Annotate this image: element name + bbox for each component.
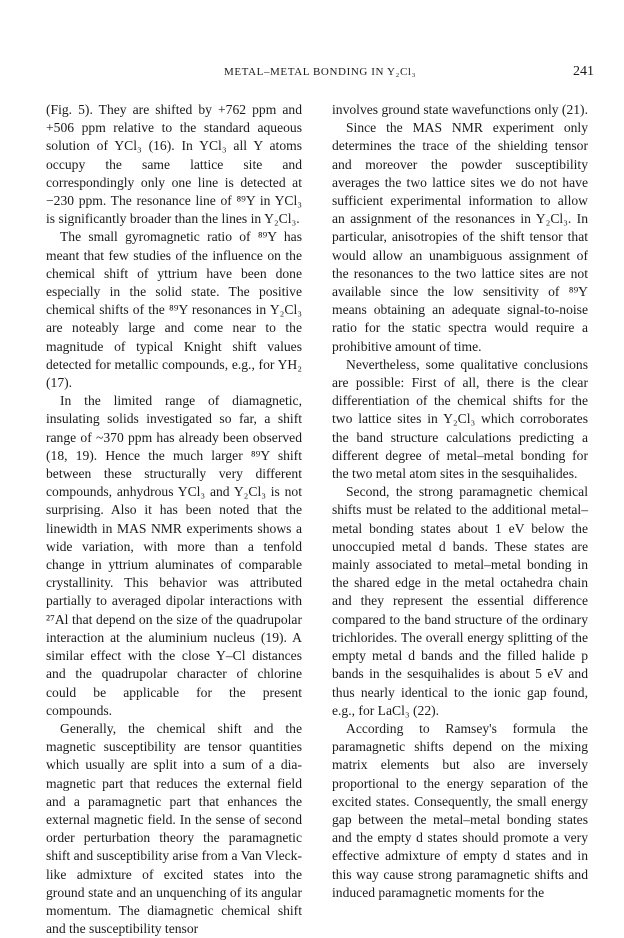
paragraph: According to Ramsey's formula the paramagnetic shifts depend on the mixing matrix elements but also are inversely proportional to the energy separation of the excited states. Consequently, the small energy gap between the metal–metal bonding states and the empty d states should promote a very effective admixture of empty d states and in this way cause strong paramagnetic shifts and induced paramagnetic moments for the bbox=[332, 720, 588, 900]
paragraph: Since the MAS NMR experiment only determines the trace of the shielding tensor and moreover the powder susceptibility averages the two lattice sites we do not have sufficient experimental information to allow an assignment of the resonances in Y₂Cl₃. In particular, anisotropies of the shift tensor that would allow an unambiguous assignment of the resonances to the two lattice sites are not available since the low sensitivity of ⁸⁹Y means obtaining an adequate signal-to-noise ratio for the static spectra would require a prohibitive amount of time. bbox=[332, 120, 588, 354]
right-column bbox=[332, 101, 588, 902]
page-header bbox=[46, 66, 594, 86]
paragraph: Generally, the chemical shift and the magnetic susceptibility are tensor quantities which usually are split into a sum of a dia-magnetic part that reduces the external field and a paramagnetic part that enhances the external magnetic field. In the sense of second order perturbation theory the paramagnetic shift and susceptibility arise from a Van Vleck-like admixture of excited states into the ground state and an unquenching of its angular momentum. The diamagnetic chemical shift and the susceptibility tensor bbox=[46, 720, 302, 937]
running-title: METAL–METAL BONDING IN Y₂Cl₃ bbox=[223, 66, 417, 78]
paragraph: The small gyromagnetic ratio of ⁸⁹Y has meant that few studies of the influence on the chemical shift of yttrium have been done especially in the solid state. The positive chemical shifts of the ⁸⁹Y resonances in Y₂Cl₃ are noteably large and come near to the magnitude of typical Knight shift values detected for metallic compounds, e.g., for YH₂ (17). bbox=[46, 229, 302, 391]
paragraph: involves ground state wavefunctions only (21). bbox=[332, 102, 588, 117]
paragraph: Nevertheless, some qualitative conclusions are possible: First of all, there is the clear differentiation of the chemical shifts for the two lattice sites in Y₂Cl₃ which corroborates the band structure calculations predicting a different degree of metal–metal bonding for the two metal atom sites in the sesquihalides. bbox=[332, 356, 588, 482]
page-number: 241 bbox=[573, 64, 594, 79]
paragraph: In the limited range of diamagnetic, insulating solids investigated so far, a shift range of ~370 ppm has already been observed (18, 19). Hence the much larger ⁸⁹Y shift between these structurally very different compounds, anhydrous YCl₃ and Y₂Cl₃ is not surprising. Also it has been noted that the linewidth in MAS NMR experiments shows a wide variation, with more than a tenfold change in yttrium aluminates of comparable crystallinity. This behavior was attributed partially to averaged dipolar interactions with ²⁷Al that depend on the size of the quadrupolar interaction at the aluminium nucleus (19). A similar effect with the close Y–Cl distances and the quadrupolar character of chlorine could be applicable for the present compounds. bbox=[46, 393, 302, 718]
paragraph: Second, the strong paramagnetic chemical shifts must be related to the additional metal–metal bonding states about 1 eV below the unoccupied metal d bands. These states are mainly associated to metal–metal bonding in the shared edge in the metal octahedra chain and they represent the essential difference compared to the band structure of the ordinary trichlorides. The overall energy splitting of the empty metal d bands and the filled halide p bands in the sesquihalides is about 5 eV and thus nearly identical to the ionic gap found, e.g., for LaCl₃ (22). bbox=[332, 484, 588, 718]
paragraph: (Fig. 5). They are shifted by +762 ppm and +506 ppm relative to the standard aqueous solution of YCl₃ (16). In YCl₃ all Y atoms occupy the same lattice site and correspondingly only one line is detected at −230 ppm. The resonance line of ⁸⁹Y in YCl₃ is significantly broader than the lines in Y₂Cl₃. bbox=[46, 102, 302, 227]
left-column bbox=[46, 101, 302, 938]
